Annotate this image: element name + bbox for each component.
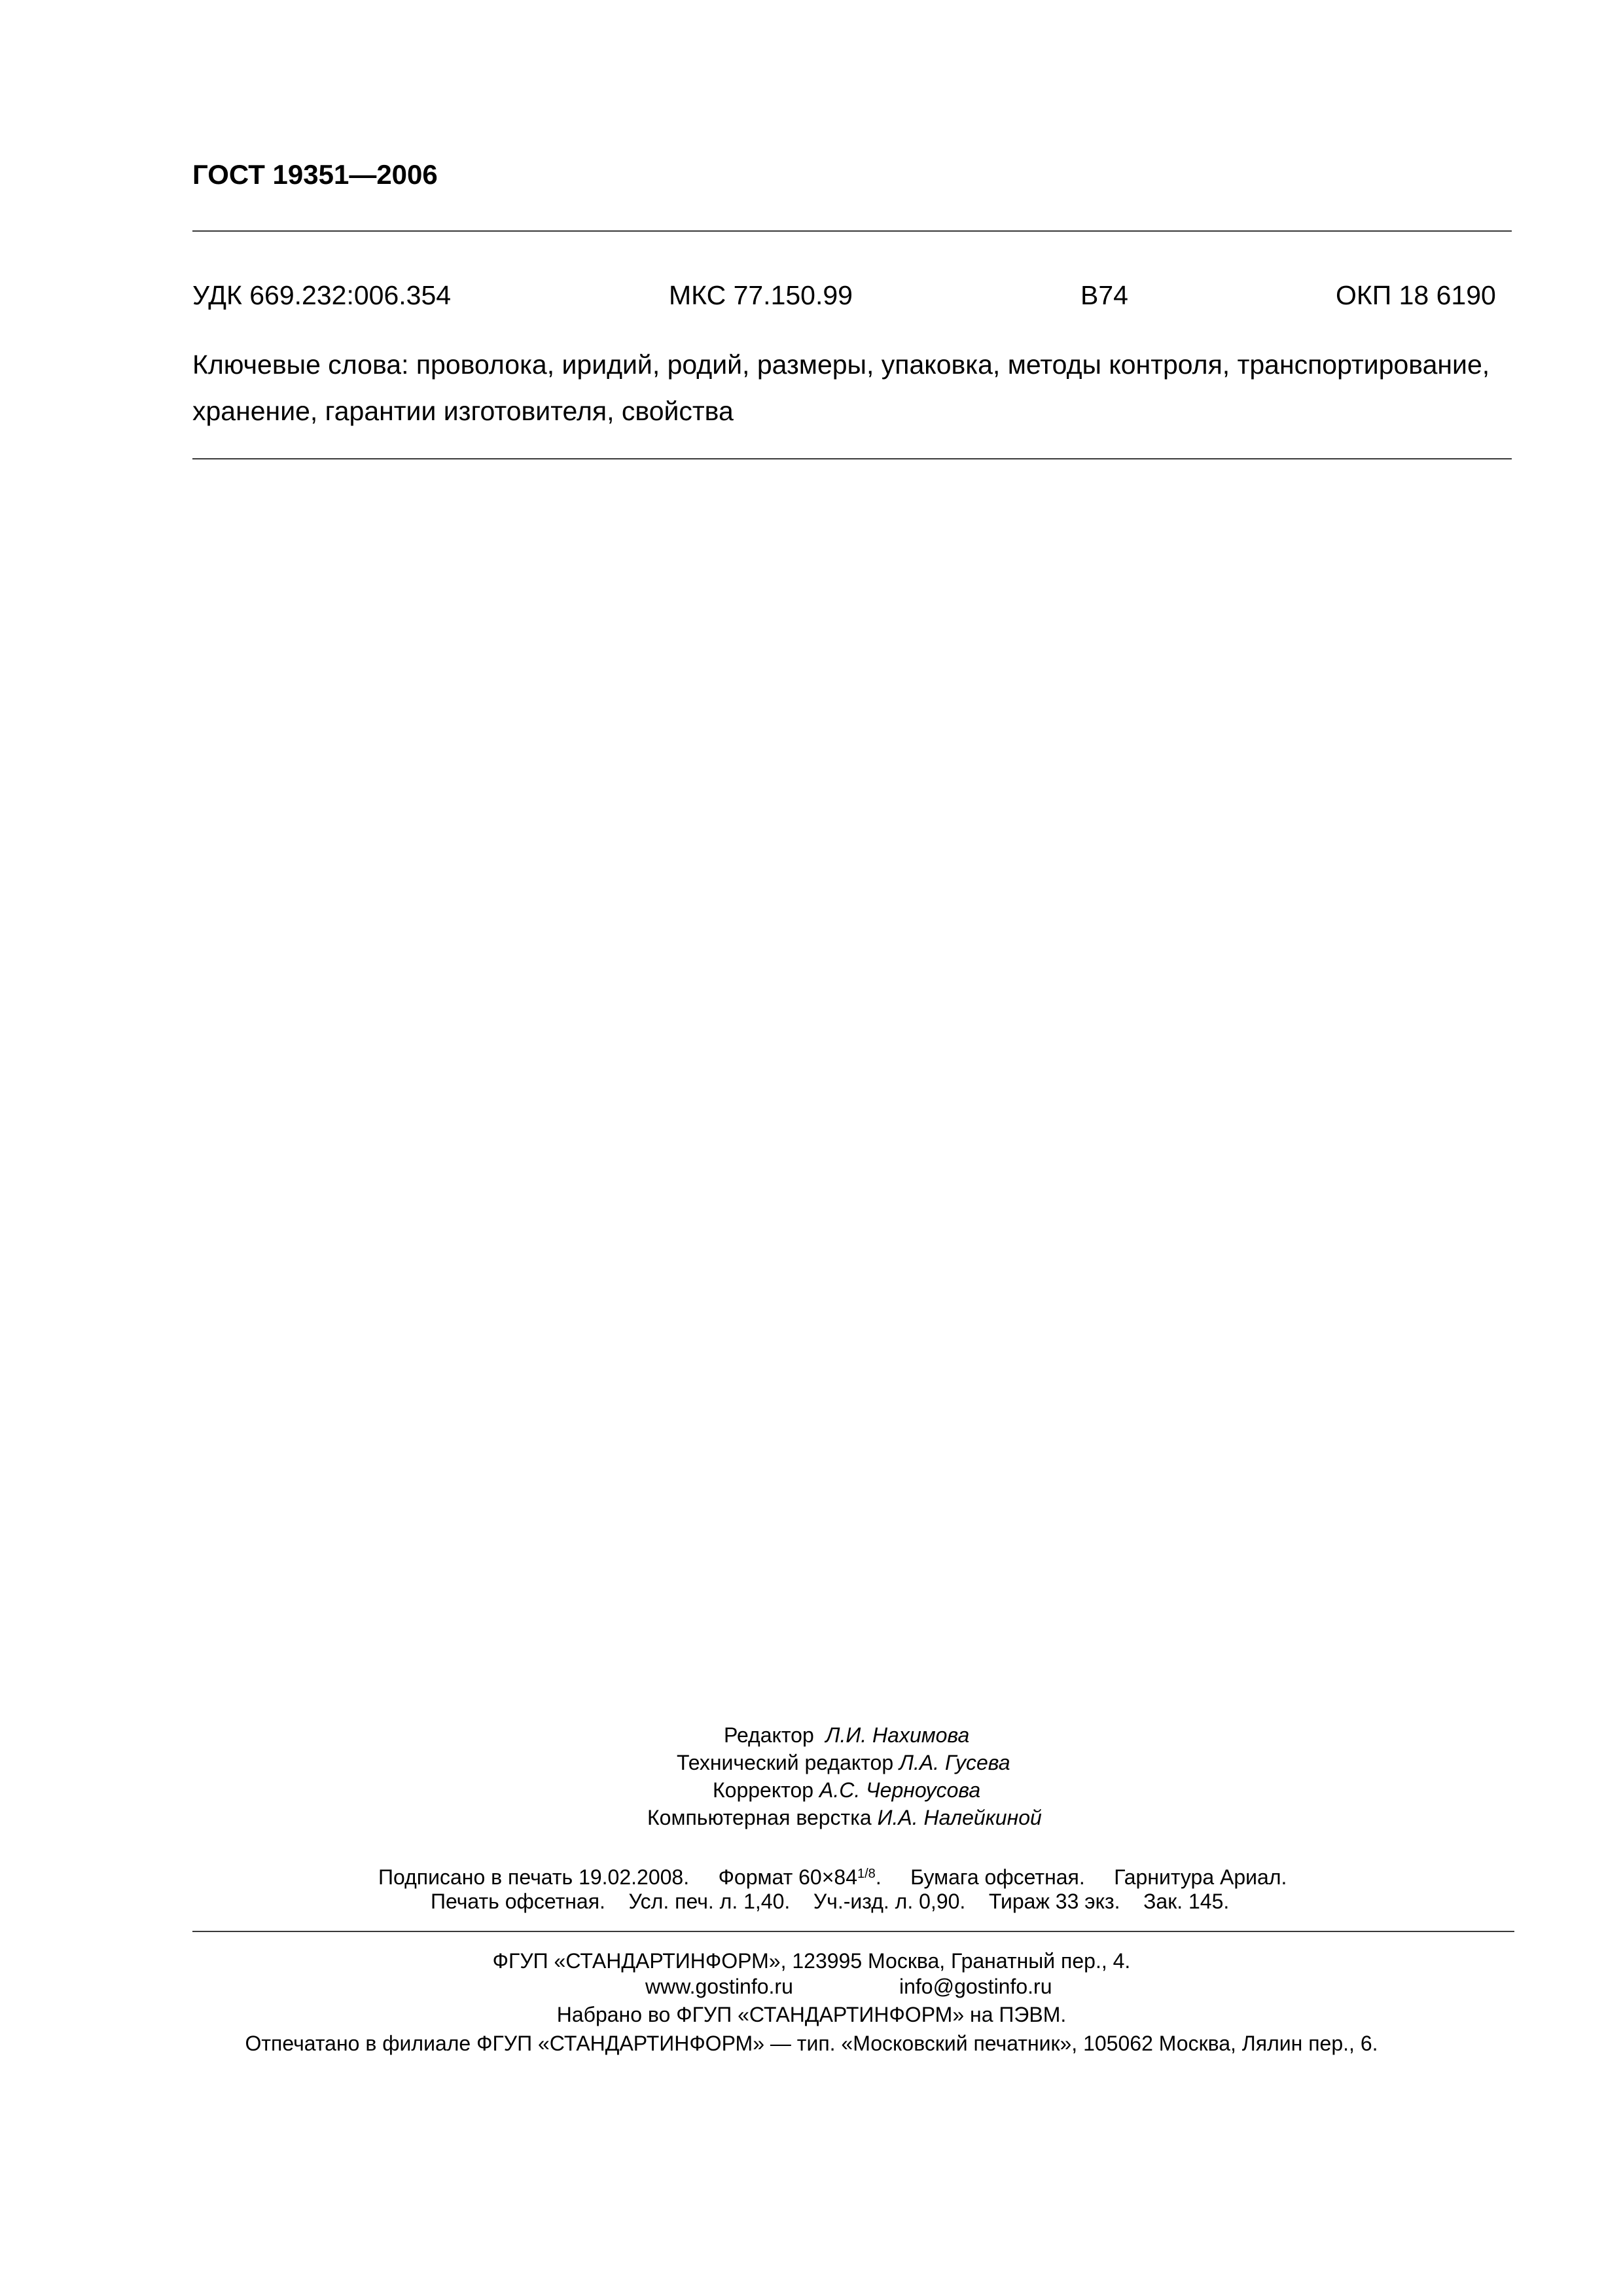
format-fraction: 1/8 bbox=[857, 1867, 876, 1881]
corrector-name: А.С. Черноусова bbox=[819, 1778, 981, 1802]
publisher-email[interactable]: info@gostinfo.ru bbox=[899, 1975, 1052, 1998]
okp-code: ОКП 18 6190 bbox=[1336, 280, 1496, 310]
order-number: Зак. 145. bbox=[1143, 1890, 1230, 1913]
corrector-label: Корректор bbox=[713, 1778, 814, 1802]
print-type: Печать офсетная. bbox=[431, 1890, 605, 1913]
editor-name: Л.И. Нахимова bbox=[825, 1723, 970, 1747]
layout-name: И.А. Налейкиной bbox=[877, 1806, 1042, 1829]
signed-date: Подписано в печать 19.02.2008. bbox=[378, 1865, 690, 1889]
print-sheets: Усл. печ. л. 1,40. bbox=[628, 1890, 791, 1913]
circulation: Тираж 33 экз. bbox=[988, 1890, 1120, 1913]
keywords-divider bbox=[192, 458, 1512, 459]
publisher-website[interactable]: www.gostinfo.ru bbox=[645, 1975, 793, 1998]
tech-editor-line bbox=[677, 1749, 1010, 1776]
keywords: Ключевые слова: проволока, иридий, родий, размеры, упаковка, методы контроля, транспортирование, хранение, гарантии изготовителя, свойства bbox=[192, 350, 1490, 426]
layout-line bbox=[647, 1804, 1042, 1831]
group-code: В74 bbox=[1080, 280, 1128, 310]
footer-divider bbox=[192, 1931, 1514, 1932]
print-info-line-2 bbox=[431, 1888, 1229, 1915]
corrector-line bbox=[713, 1776, 980, 1804]
mks-code: МКС 77.150.99 bbox=[669, 280, 853, 310]
tech-editor-name: Л.А. Гусева bbox=[899, 1751, 1010, 1774]
document-code: ГОСТ 19351—2006 bbox=[192, 159, 438, 190]
typeface: Гарнитура Ариал. bbox=[1114, 1865, 1287, 1889]
printed-note: Отпечатано в филиале ФГУП «СТАНДАРТИНФОРМ» — тип. «Московский печатник», 105062 Москва, Лялин пер., 6. bbox=[245, 2032, 1378, 2055]
paper-type: Бумага офсетная. bbox=[910, 1865, 1085, 1889]
editor-line bbox=[724, 1721, 969, 1749]
print-info-line-1 bbox=[378, 1860, 1287, 1891]
top-divider bbox=[192, 230, 1512, 232]
publisher-sheets: Уч.-изд. л. 0,90. bbox=[813, 1890, 966, 1913]
tech-editor-label: Технический редактор bbox=[677, 1751, 894, 1774]
layout-label: Компьютерная верстка bbox=[647, 1806, 872, 1829]
editor-label: Редактор bbox=[724, 1723, 814, 1747]
format: Формат $60\times 84^{1/8}$. bbox=[718, 1865, 882, 1889]
publisher-address: ФГУП «СТАНДАРТИНФОРМ», 123995 Москва, Гранатный пер., 4. bbox=[492, 1949, 1131, 1973]
udk-code: УДК 669.232:006.354 bbox=[192, 280, 452, 310]
typeset-note: Набрано во ФГУП «СТАНДАРТИНФОРМ» на ПЭВМ. bbox=[556, 2003, 1067, 2026]
